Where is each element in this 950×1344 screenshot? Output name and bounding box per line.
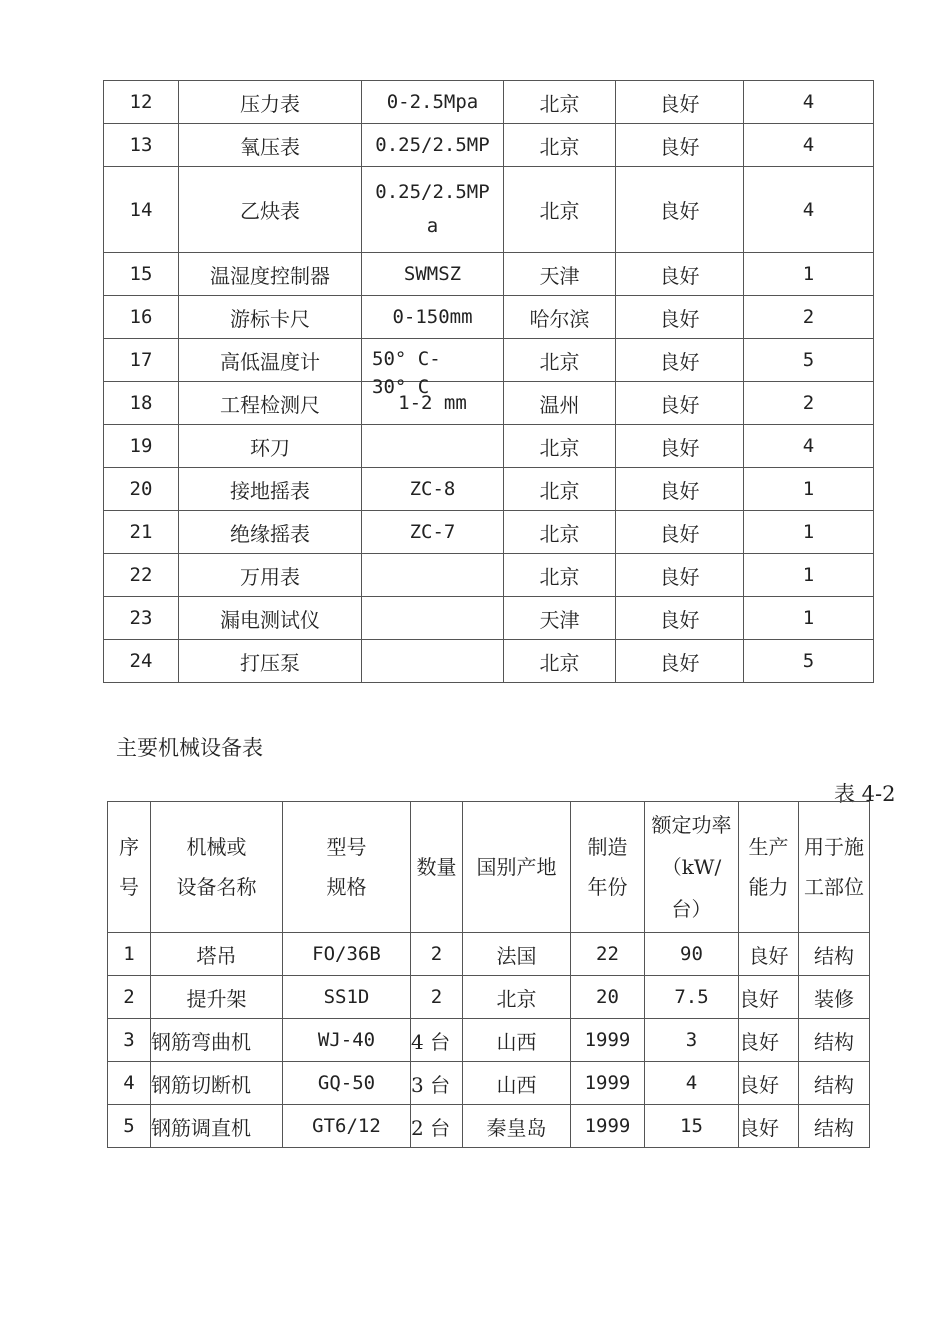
header-usage: 用于施 工部位 — [799, 802, 870, 933]
equipment-name: 钢筋切断机 — [151, 1062, 283, 1105]
usage: 装修 — [799, 976, 870, 1019]
capacity: 良好 — [739, 933, 799, 976]
equipment-model: GT6/12 — [283, 1105, 411, 1148]
manufacture-year: 1999 — [571, 1105, 645, 1148]
table-row — [108, 1062, 870, 1105]
usage: 结构 — [799, 1019, 870, 1062]
instrument-spec: 0-150mm — [362, 296, 504, 339]
row-number: 15 — [104, 253, 179, 296]
instrument-spec — [362, 554, 504, 597]
origin: 山西 — [463, 1062, 571, 1105]
equipment-name: 钢筋弯曲机 — [151, 1019, 283, 1062]
condition: 良好 — [616, 640, 744, 683]
instrument-spec: 0-2.5Mpa — [362, 81, 504, 124]
row-number: 1 — [108, 933, 151, 976]
header-qty: 数量 — [411, 802, 463, 933]
instrument-name: 温湿度控制器 — [179, 253, 362, 296]
row-number: 23 — [104, 597, 179, 640]
capacity: 良好 — [739, 1062, 799, 1105]
quantity: 2 — [411, 933, 463, 976]
table-row — [104, 468, 874, 511]
usage: 结构 — [799, 933, 870, 976]
table-row — [108, 1019, 870, 1062]
spec-line: 0.25/2.5MP — [375, 181, 490, 203]
origin: 北京 — [504, 425, 616, 468]
equipment-model: WJ-40 — [283, 1019, 411, 1062]
row-number: 5 — [108, 1105, 151, 1148]
rated-power: 4 — [645, 1062, 739, 1105]
table-row — [104, 296, 874, 339]
manufacture-year: 20 — [571, 976, 645, 1019]
instrument-spec: 1-2 mm — [362, 382, 504, 425]
header-capacity: 生产 能力 — [739, 802, 799, 933]
instrument-name: 打压泵 — [179, 640, 362, 683]
origin: 北京 — [504, 554, 616, 597]
origin: 北京 — [504, 124, 616, 167]
equipment-name: 钢筋调直机 — [151, 1105, 283, 1148]
origin: 天津 — [504, 253, 616, 296]
row-number: 18 — [104, 382, 179, 425]
usage: 结构 — [799, 1105, 870, 1148]
origin: 秦皇岛 — [463, 1105, 571, 1148]
condition: 良好 — [616, 167, 744, 253]
condition: 良好 — [616, 597, 744, 640]
table-row — [104, 81, 874, 124]
quantity: 4 — [744, 425, 874, 468]
origin: 北京 — [504, 640, 616, 683]
row-number: 2 — [108, 976, 151, 1019]
row-number: 3 — [108, 1019, 151, 1062]
row-number: 13 — [104, 124, 179, 167]
quantity: 1 — [744, 511, 874, 554]
quantity: 2 台 — [411, 1105, 463, 1148]
header-model: 型号 规格 — [283, 802, 411, 933]
quantity: 4 — [744, 81, 874, 124]
origin: 北京 — [504, 167, 616, 253]
instrument-spec: 0.25/2.5MP — [362, 124, 504, 167]
instrument-name: 绝缘摇表 — [179, 511, 362, 554]
equipment-model: FO/36B — [283, 933, 411, 976]
instrument-spec — [362, 425, 504, 468]
table-header-row — [108, 802, 870, 933]
row-number: 16 — [104, 296, 179, 339]
table-row — [104, 425, 874, 468]
header-origin: 国别产地 — [463, 802, 571, 933]
row-number: 14 — [104, 167, 179, 253]
machinery-table — [107, 801, 870, 1148]
condition: 良好 — [616, 253, 744, 296]
table-row — [104, 511, 874, 554]
condition: 良好 — [616, 554, 744, 597]
origin: 北京 — [463, 976, 571, 1019]
rated-power: 7.5 — [645, 976, 739, 1019]
quantity: 4 — [744, 167, 874, 253]
manufacture-year: 1999 — [571, 1019, 645, 1062]
instrument-name: 游标卡尺 — [179, 296, 362, 339]
instruments-table — [103, 80, 874, 683]
condition: 良好 — [616, 124, 744, 167]
row-number: 17 — [104, 339, 179, 382]
header-power: 额定功率 （kW/ 台） — [645, 802, 739, 933]
equipment-model: GQ-50 — [283, 1062, 411, 1105]
instrument-name: 漏电测试仪 — [179, 597, 362, 640]
instrument-spec — [362, 640, 504, 683]
rated-power: 3 — [645, 1019, 739, 1062]
row-number: 24 — [104, 640, 179, 683]
quantity: 4 台 — [411, 1019, 463, 1062]
quantity: 1 — [744, 468, 874, 511]
origin: 法国 — [463, 933, 571, 976]
table-row — [104, 382, 874, 425]
origin: 山西 — [463, 1019, 571, 1062]
equipment-model: SS1D — [283, 976, 411, 1019]
quantity: 2 — [744, 296, 874, 339]
condition: 良好 — [616, 296, 744, 339]
quantity: 5 — [744, 640, 874, 683]
instrument-spec: ZC-7 — [362, 511, 504, 554]
section-title: 主要机械设备表 — [116, 736, 263, 760]
instrument-name: 乙炔表 — [179, 167, 362, 253]
row-number: 22 — [104, 554, 179, 597]
quantity: 3 台 — [411, 1062, 463, 1105]
instrument-spec — [362, 167, 504, 253]
quantity: 5 — [744, 339, 874, 382]
condition: 良好 — [616, 339, 744, 382]
table-number: 表 4-2 — [834, 782, 896, 806]
instrument-spec: SWMSZ — [362, 253, 504, 296]
row-number: 20 — [104, 468, 179, 511]
quantity: 2 — [744, 382, 874, 425]
instrument-name: 高低温度计 — [179, 339, 362, 382]
table-row — [108, 976, 870, 1019]
instrument-spec — [362, 339, 504, 398]
manufacture-year: 22 — [571, 933, 645, 976]
table-row — [104, 597, 874, 640]
instrument-name: 工程检测尺 — [179, 382, 362, 425]
table-row — [104, 253, 874, 296]
header-name: 机械或 设备名称 — [151, 802, 283, 933]
instrument-name: 接地摇表 — [179, 468, 362, 511]
table-row — [104, 124, 874, 167]
manufacture-year: 1999 — [571, 1062, 645, 1105]
table-row — [104, 167, 874, 253]
table-row — [104, 640, 874, 683]
capacity: 良好 — [739, 976, 799, 1019]
header-no: 序 号 — [108, 802, 151, 933]
quantity: 2 — [411, 976, 463, 1019]
origin: 温州 — [504, 382, 616, 425]
table-row — [108, 933, 870, 976]
instrument-name: 环刀 — [179, 425, 362, 468]
capacity: 良好 — [739, 1019, 799, 1062]
origin: 北京 — [504, 81, 616, 124]
equipment-name: 塔吊 — [151, 933, 283, 976]
rated-power: 15 — [645, 1105, 739, 1148]
quantity: 4 — [744, 124, 874, 167]
header-year: 制造 年份 — [571, 802, 645, 933]
usage: 结构 — [799, 1062, 870, 1105]
row-number: 4 — [108, 1062, 151, 1105]
origin: 天津 — [504, 597, 616, 640]
spec-clipped-text: 50° C- 30° C — [372, 348, 441, 398]
instrument-spec — [362, 597, 504, 640]
table-row — [104, 339, 874, 382]
table-row — [108, 1105, 870, 1148]
condition: 良好 — [616, 425, 744, 468]
origin: 北京 — [504, 468, 616, 511]
quantity: 1 — [744, 253, 874, 296]
quantity: 1 — [744, 597, 874, 640]
rated-power: 90 — [645, 933, 739, 976]
condition: 良好 — [616, 511, 744, 554]
condition: 良好 — [616, 81, 744, 124]
origin: 哈尔滨 — [504, 296, 616, 339]
quantity: 1 — [744, 554, 874, 597]
row-number: 21 — [104, 511, 179, 554]
origin: 北京 — [504, 339, 616, 382]
row-number: 19 — [104, 425, 179, 468]
table-row — [104, 554, 874, 597]
instrument-name: 氧压表 — [179, 124, 362, 167]
spec-line: a — [426, 215, 439, 237]
row-number: 12 — [104, 81, 179, 124]
capacity: 良好 — [739, 1105, 799, 1148]
condition: 良好 — [616, 382, 744, 425]
instrument-name: 压力表 — [179, 81, 362, 124]
instrument-name: 万用表 — [179, 554, 362, 597]
equipment-name: 提升架 — [151, 976, 283, 1019]
instrument-spec: ZC-8 — [362, 468, 504, 511]
condition: 良好 — [616, 468, 744, 511]
origin: 北京 — [504, 511, 616, 554]
